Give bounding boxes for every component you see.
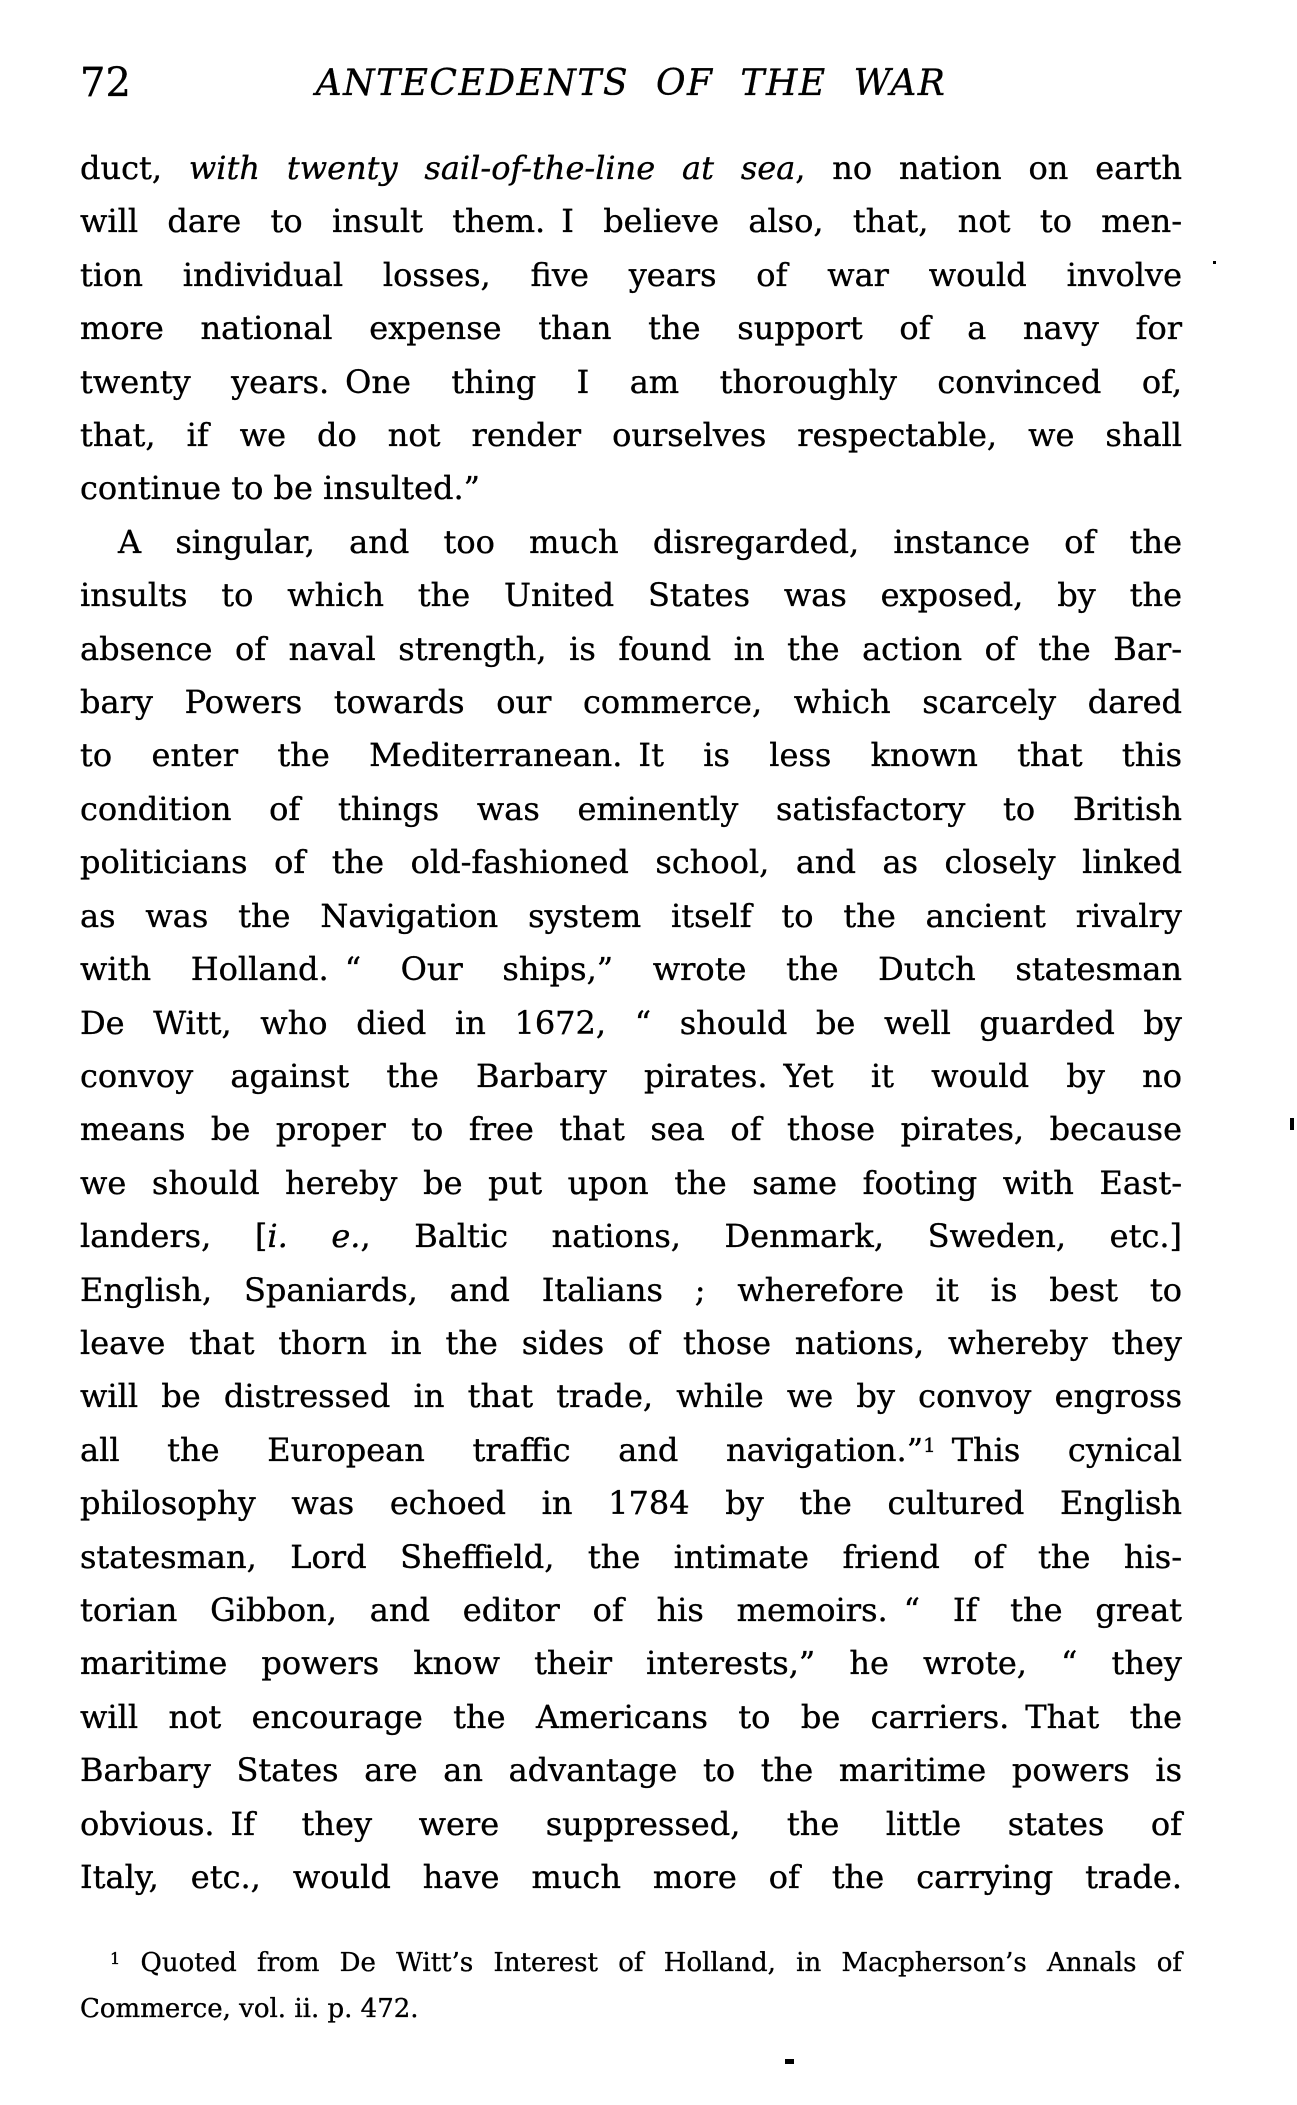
text-line: will not encourage the Americans to be carriers. That the <box>80 1697 1182 1736</box>
scan-speck <box>785 2059 794 2064</box>
running-title: ANTECEDENTS OF THE WAR <box>315 63 947 104</box>
text-line: politicians of the old-fashioned school, and as closely linked <box>80 843 1182 882</box>
text-line: philosophy was echoed in 1784 by the cultured English <box>80 1484 1182 1523</box>
text-line: tion individual losses, five years of war would involve <box>80 255 1182 294</box>
text-line: statesman, Lord Sheffield, the intimate friend of the his- <box>80 1537 1182 1576</box>
text-line: as was the Navigation system itself to the ancient rivalry <box>80 896 1182 935</box>
text-line: we should hereby be put upon the same footing with East- <box>80 1163 1182 1202</box>
text-line: more national expense than the support of a navy for <box>80 309 1182 348</box>
text-line: will dare to insult them. I believe also, that, not to men- <box>80 202 1182 241</box>
page-number: 72 <box>80 60 131 106</box>
text-line: means be proper to free that sea of those pirates, because <box>80 1110 1182 1149</box>
text-line: with Holland. “ Our ships,” wrote the Dutch statesman <box>80 950 1182 989</box>
footnote-marker: 1 <box>110 1948 121 1968</box>
scan-speck <box>1290 1118 1294 1130</box>
body-text <box>80 142 1182 1904</box>
footnote-marker: 1 <box>923 1433 936 1457</box>
text-line: duct, with twenty sail-of-the-line at sea, no nation on earth <box>80 149 1182 187</box>
text-line: obvious. If they were suppressed, the little states of <box>80 1804 1182 1843</box>
text-line: convoy against the Barbary pirates. Yet it would by no <box>80 1056 1182 1095</box>
scan-speck <box>1213 261 1216 264</box>
text-line: all the European traffic and navigation.”$^1$ This cynical <box>80 1430 1183 1469</box>
text-line: absence of naval strength, is found in the action of the Bar- <box>80 629 1182 668</box>
page-header <box>80 55 1182 106</box>
text-line: A singular, and too much disregarded, instance of the <box>118 522 1182 561</box>
footnote-line: $^1$ Quoted from De Witt’s Interest of Holland, in Macpherson’s Annals of <box>110 1948 1182 1978</box>
text-line: twenty years. One thing I am thoroughly convinced of, <box>80 362 1182 401</box>
text-line: English, Spaniards, and Italians ; wherefore it is best to <box>80 1270 1182 1309</box>
text-line: bary Powers towards our commerce, which scarcely dared <box>80 683 1182 722</box>
text-line: that, if we do not render ourselves respectable, we shall <box>80 416 1182 455</box>
text-line: landers, [i. e., Baltic nations, Denmark, Sweden, etc.] <box>80 1217 1183 1256</box>
text-line: insults to which the United States was exposed, by the <box>80 576 1182 615</box>
text-line: Italy, etc., would have much more of the carrying trade. <box>80 1858 1182 1896</box>
footnote-line: Commerce, vol. ii. p. 472. <box>80 1994 419 2024</box>
text-line: maritime powers know their interests,” he wrote, “ they <box>80 1644 1182 1683</box>
text-line: condition of things was eminently satisfactory to British <box>80 789 1182 828</box>
text-line: leave that thorn in the sides of those nations, whereby they <box>80 1323 1182 1362</box>
text-line: continue to be insulted.” <box>80 469 481 508</box>
text-line: De Witt, who died in 1672, “ should be well guarded by <box>80 1003 1182 1042</box>
text-line: torian Gibbon, and editor of his memoirs. “ If the great <box>80 1590 1182 1629</box>
text-line: will be distressed in that trade, while we by convoy engross <box>80 1377 1182 1416</box>
text-line: Barbary States are an advantage to the maritime powers is <box>80 1751 1182 1790</box>
text-line: to enter the Mediterranean. It is less known that this <box>80 736 1182 775</box>
footnote <box>80 1940 1182 2032</box>
